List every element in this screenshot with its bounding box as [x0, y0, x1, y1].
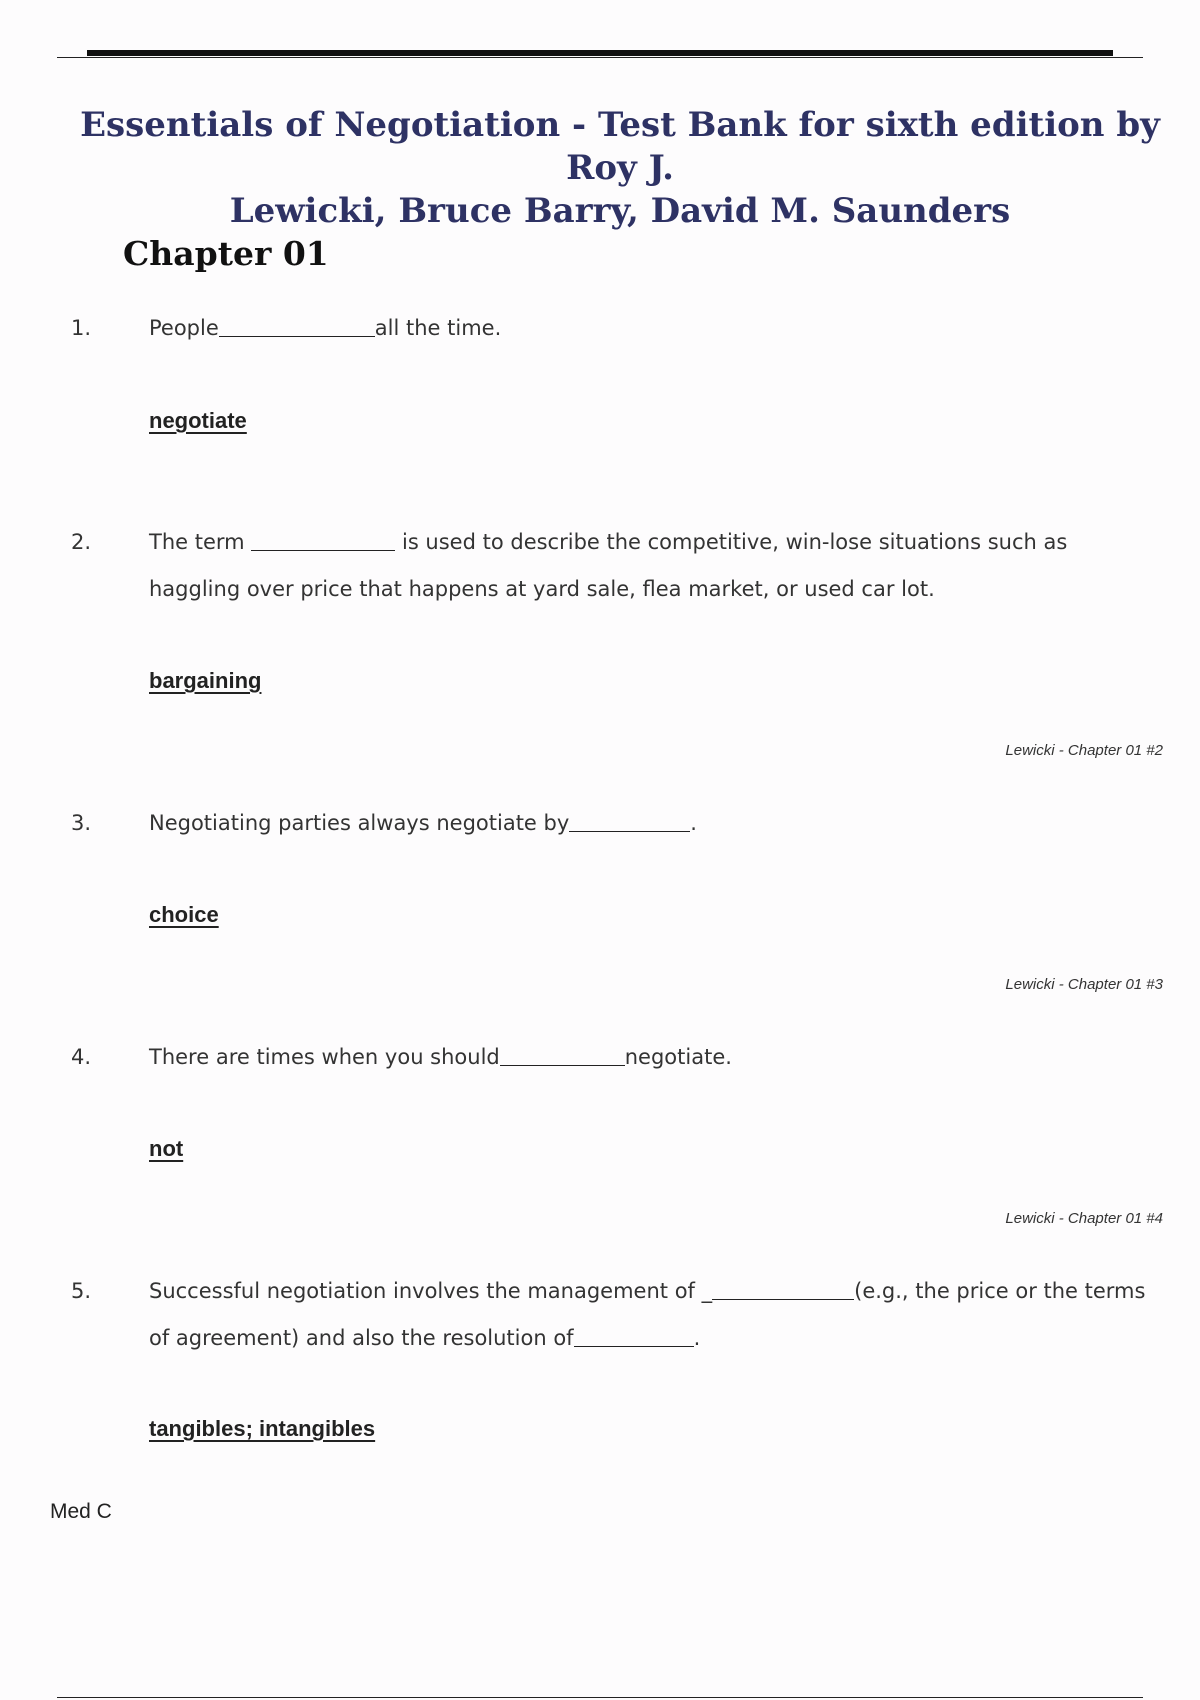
question-2-text [149, 519, 1149, 613]
footer-rule [57, 1697, 1143, 1698]
document-title-line-1: Essentials of Negotiation - Test Bank for sixth edition by Roy J. [80, 105, 1160, 188]
question-5-part-4: . [693, 1326, 701, 1350]
question-4-part-2: negotiate. [624, 1045, 732, 1069]
question-5-answer: tangibles; intangibles [149, 1416, 376, 1441]
question-4-text [149, 1034, 1149, 1081]
question-2-part-3: haggling over price that happens at yard sale, flea market, or used car lot. [149, 577, 935, 601]
question-1-part-2: all the time. [374, 316, 502, 340]
question-5-blank-2 [574, 1326, 694, 1347]
question-4-answer: not [149, 1136, 184, 1161]
question-3-reference: Lewicki - Chapter 01 #3 [1005, 976, 1163, 993]
question-5-text [149, 1268, 1159, 1362]
question-2-answer: bargaining [149, 668, 262, 693]
question-2-part-2: is used to describe the competitive, win-lose situations such as [401, 530, 1068, 554]
question-4-part-1: There are times when you should [149, 1045, 500, 1069]
question-2-blank [251, 530, 395, 551]
question-1-answer: negotiate [149, 408, 247, 433]
header-thick-rule [87, 50, 1113, 56]
header-thin-rule [57, 57, 1143, 58]
footer-note: Med C [50, 1500, 112, 1523]
question-3-blank [569, 811, 690, 832]
question-5-part-3: of agreement) and also the resolution of [149, 1326, 574, 1350]
question-4-number: 4. [71, 1045, 92, 1069]
chapter-heading: Chapter 01 [123, 234, 329, 273]
question-5-part-1: Successful negotiation involves the management of _ [149, 1279, 713, 1303]
question-1-blank [219, 316, 375, 337]
question-3-text [149, 800, 1149, 847]
question-1-part-1: People [149, 316, 219, 340]
document-title [80, 104, 1160, 233]
question-2-number: 2. [71, 530, 92, 554]
question-1-number: 1. [71, 316, 92, 340]
question-2-part-1: The term [149, 530, 245, 554]
question-3-part-2: . [690, 811, 697, 835]
question-3-number: 3. [71, 811, 92, 835]
question-5-part-2: (e.g., the price or the terms [854, 1279, 1146, 1303]
question-5-blank-1 [712, 1279, 854, 1300]
question-1-text [149, 305, 1149, 352]
question-5-number: 5. [71, 1279, 92, 1303]
question-4-reference: Lewicki - Chapter 01 #4 [1005, 1210, 1163, 1227]
question-2-reference: Lewicki - Chapter 01 #2 [1005, 742, 1163, 759]
question-3-answer: choice [149, 902, 219, 927]
question-4-blank [500, 1045, 625, 1066]
document-title-line-2: Lewicki, Bruce Barry, David M. Saunders [229, 191, 1011, 231]
question-3-part-1: Negotiating parties always negotiate by [149, 811, 570, 835]
